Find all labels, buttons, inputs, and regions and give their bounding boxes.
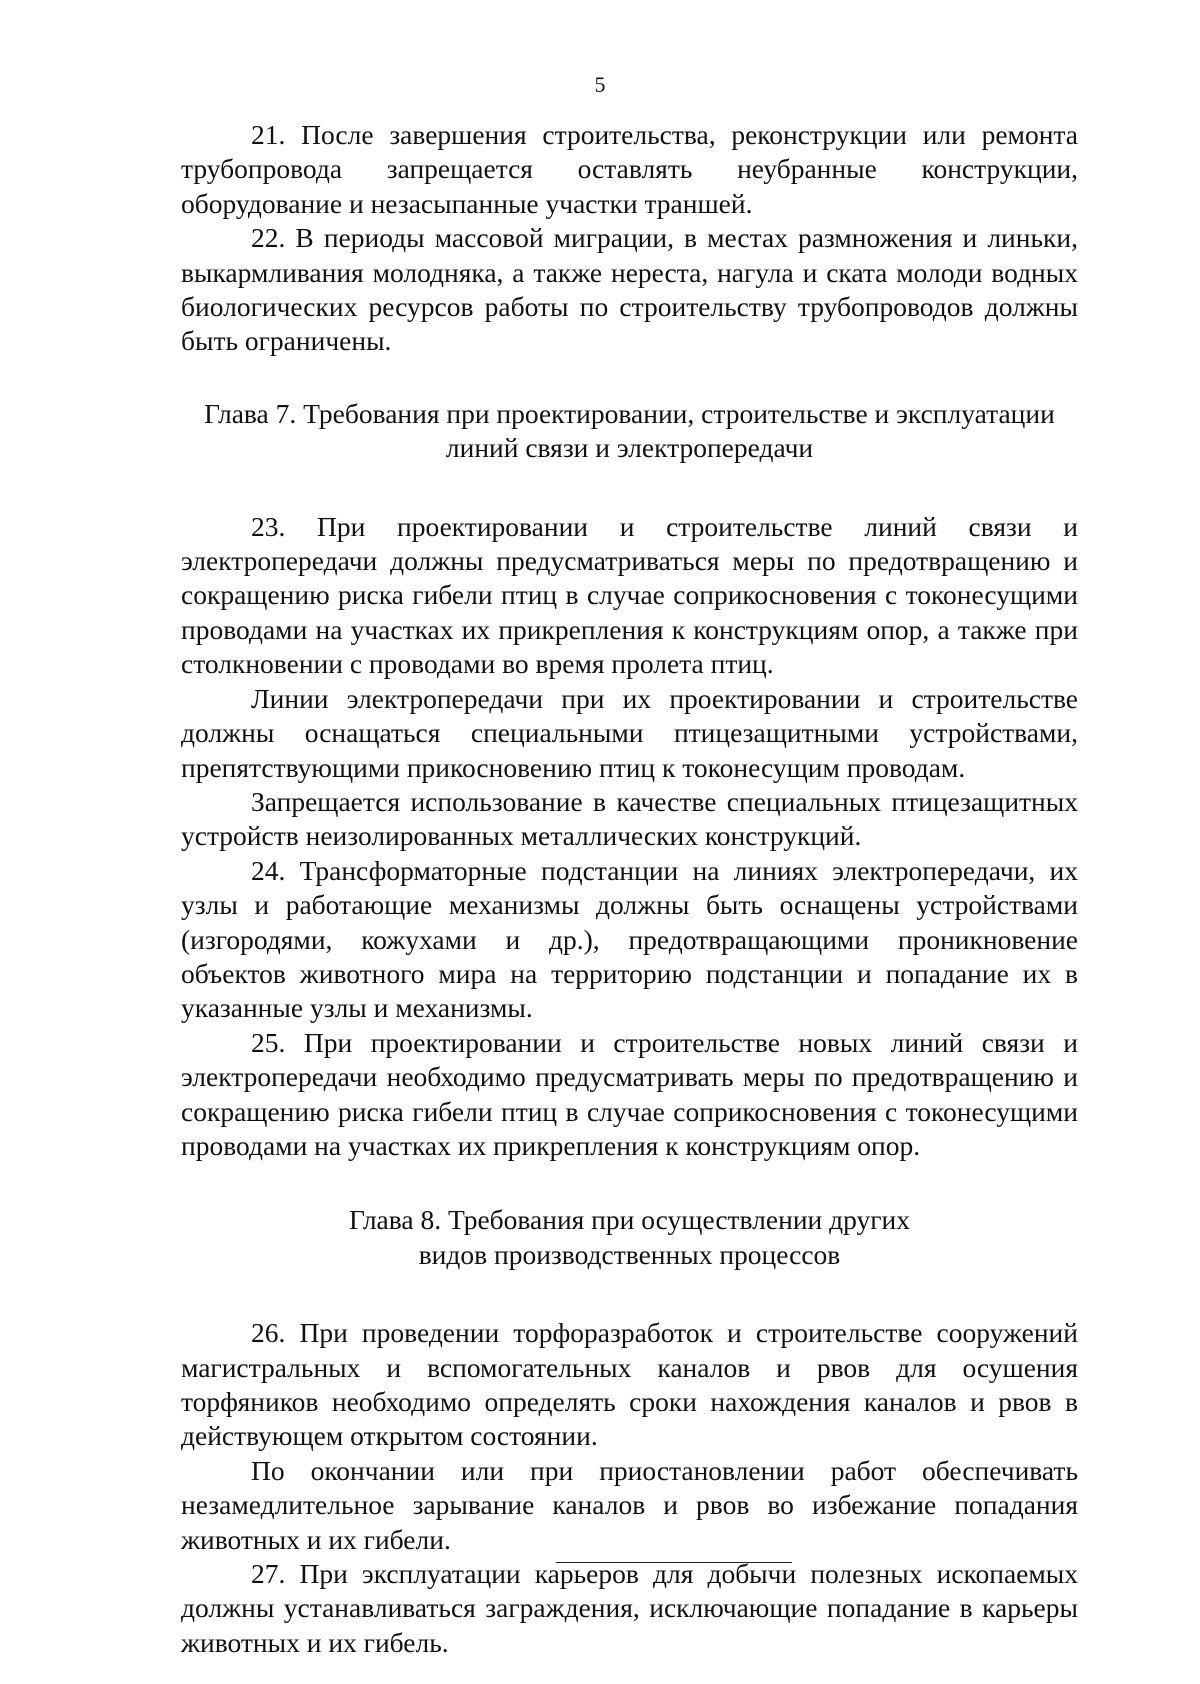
chapter-7-heading xyxy=(181,397,1078,466)
page-number: 5 xyxy=(594,72,606,97)
chapter-7-title-line-2: линий связи и электропередачи xyxy=(445,432,814,464)
chapter-8-title-line-1: Глава 8. Требования при осуществлении других xyxy=(348,1204,911,1236)
chapter-7-title-line-1: Глава 7. Требования при проектировании, строительстве и эксплуатации xyxy=(204,397,1055,429)
clause-23: 23. При проектировании и строительстве линий связи и электропередачи должны предусматриваться меры по предотвращению и сокращению риска гибели птиц в случае соприкосновения с токонесущими проводами на участках их прикрепления к конструкциям опор, а также при столкновении с проводами во время пролета птиц. xyxy=(181,510,1078,680)
chapter-8-heading xyxy=(181,1203,1078,1272)
chapter-8-title-line-2: видов производственных процессов xyxy=(418,1238,841,1270)
end-divider-line xyxy=(556,1562,792,1563)
document-body xyxy=(181,118,1078,1660)
clause-26: 26. При проведении торфоразработок и строительстве сооружений магистральных и вспомогательных каналов и рвов для осушения торфяников необходимо определять сроки нахождения каналов и рвов в действующем открытом состоянии. xyxy=(181,1317,1078,1452)
clause-26-paragraph-2: По окончании или при приостановлении работ обеспечивать незамедлительное зарывание каналов и рвов во избежание попадания животных и их гибели. xyxy=(181,1454,1078,1555)
clause-23-paragraph-2: Линии электропередачи при их проектировании и строительстве должны оснащаться специальными птицезащитными устройствами, препятствующими прикосновению птиц к токонесущим проводам. xyxy=(181,682,1078,783)
clause-22: 22. В периоды массовой миграции, в местах размножения и линьки, выкармливания молодняка, а также нереста, нагула и ската молоди водных биологических ресурсов работы по строительству трубопроводов должны быть ограничены. xyxy=(181,222,1078,357)
clause-21: 21. После завершения строительства, реконструкции или ремонта трубопровода запрещается оставлять неубранные конструкции, оборудование и незасыпанные участки траншей. xyxy=(181,119,1078,219)
clause-27: 27. При эксплуатации карьеров для добычи полезных ископаемых должны устанавливаться заграждения, исключающие попадание в карьеры животных и их гибель. xyxy=(181,1558,1078,1658)
clause-23-paragraph-3: Запрещается использование в качестве специальных птицезащитных устройств неизолированных металлических конструкций. xyxy=(181,785,1078,852)
clause-25: 25. При проектировании и строительстве новых линий связи и электропередачи необходимо предусматривать меры по предотвращению и сокращению риска гибели птиц в случае соприкосновения с токонесущими проводами на участках их прикрепления к конструкциям опор. xyxy=(181,1026,1078,1161)
clause-24: 24. Трансформаторные подстанции на линиях электропередачи, их узлы и работающие механизмы должны быть оснащены устройствами (изгородями, кожухами и др.), предотвращающими проникновение объектов животного мира на территорию подстанции и попадание их в указанные узлы и механизмы. xyxy=(181,854,1078,1024)
